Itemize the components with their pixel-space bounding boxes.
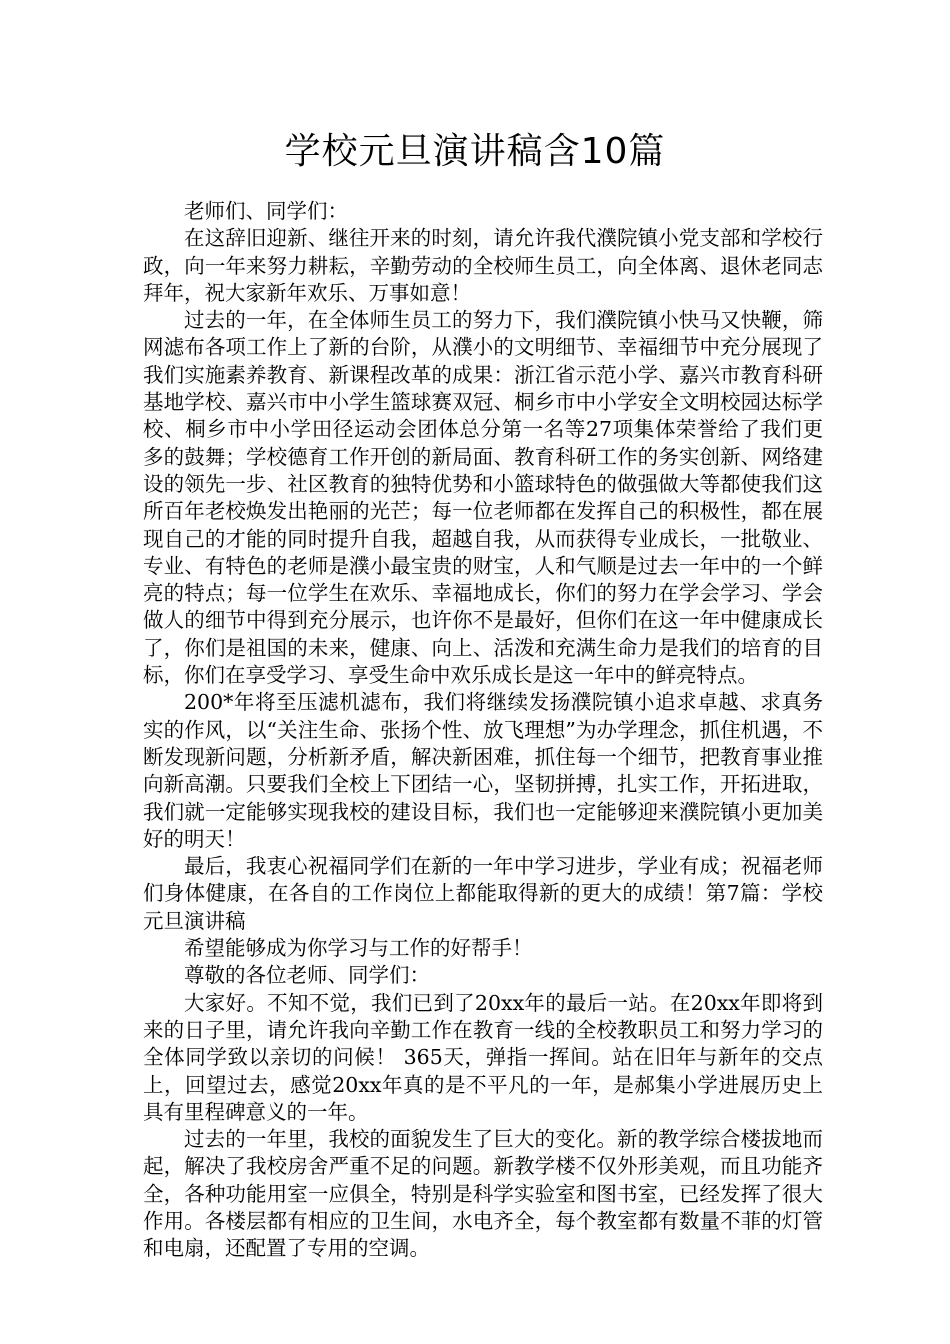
paragraph-past-year-achievements: 过去的一年，在全体师生员工的努力下，我们濮院镇小快马又快鞭，筛网滤布各项工作上了新的台阶，从濮小的文明细节、幸福细节中充分展现了我们实施素养教育、新课程改革的成果：浙江省示范小学、嘉兴市教育科研基地学校、嘉兴市中小学生篮球赛双冠、桐乡市中小学安全文明校园达标学校、桐乡市中小学田径运动会团体总分第一名等27项集体荣誉给了我们更多的鼓舞；学校德育工作开创的新局面、教育科研工作的务实创新、网络建设的领先一步、社区教育的独特优势和小篮球特色的做强做大等都使我们这所百年老校焕发出艳丽的光芒；每一位老师都在发挥自己的积极性，都在展现自己的才能的同时提升自我，超越自我，从而获得专业成长，一批敬业、专业、有特色的老师是濮小最宝贵的财宝，人和气顺是过去一年中的一个鲜亮的特点；每一位学生在欢乐、幸福地成长，你们的努力在学会学习、学会做人的细节中得到充分展示，也许你不是最好，但你们在这一年中健康成长了，你们是祖国的未来，健康、向上、活泼和充满生命力是我们的培育的目标，你们在享受学习、享受生命中欢乐成长是这一年中的鲜亮特点。 xyxy=(143,308,823,688)
paragraph-school-changes: 过去的一年里，我校的面貌发生了巨大的变化。新的教学综合楼拔地而起，解决了我校房舍严重不足的问题。新教学楼不仅外形美观，而且功能齐全，各种功能用室一应俱全，特别是科学实验室和图书室，已经发挥了很大作用。各楼层都有相应的卫生间，水电齐全，每个教室都有数量不菲的灯管和电扇，还配置了专用的空调。 xyxy=(143,1127,823,1261)
paragraph-year-review: 大家好。不知不觉，我们已到了20xx年的最后一站。在20xx年即将到来的日子里，请允许我向辛勤工作在教育一线的全校教职员工和努力学习的全体同学致以亲切的问候！ 365天，弹指一挥间。站在旧年与新年的交点上，回望过去，感觉20xx年真的是不平凡的一年，是郝集小学进展历史上具有里程碑意义的一年。 xyxy=(143,990,823,1124)
paragraph-closing-wishes: 最后，我衷心祝福同学们在新的一年中学习进步，学业有成；祝福老师们身体健康，在各自的工作岗位上都能取得新的更大的成绩！第7篇：学校元旦演讲稿 xyxy=(143,854,823,933)
paragraph-coming-year: 200*年将至压滤机滤布，我们将继续发扬濮院镇小追求卓越、求真务实的作风，以“关注生命、张扬个性、放飞理想”为办学理念，抓住机遇，不断发现新问题，分析新矛盾，解决新困难，抓住每一个细节，把教育事业推向新高潮。只要我们全校上下团结一心，坚韧拼搏，扎实工作，开拓进取，我们就一定能够实现我校的建设目标，我们也一定能够迎来濮院镇小更加美好的明天！ xyxy=(143,690,823,851)
document-title: 学校元旦演讲稿含10篇 xyxy=(284,131,666,172)
paragraph-new-year-wishes: 在这辞旧迎新、继往开来的时刻，请允许我代濮院镇小党支部和学校行政，向一年来努力耕耘，辛勤劳动的全校师生员工，向全体离、退休老同志拜年，祝大家新年欢乐、万事如意！ xyxy=(143,226,823,305)
document-body xyxy=(143,198,823,1263)
paragraph-greeting: 老师们、同学们： xyxy=(184,199,348,223)
paragraph-second-greeting: 尊敬的各位老师、同学们： xyxy=(184,963,430,988)
paragraph-helper-note: 希望能够成为你学习与工作的好帮手！ xyxy=(184,936,533,961)
